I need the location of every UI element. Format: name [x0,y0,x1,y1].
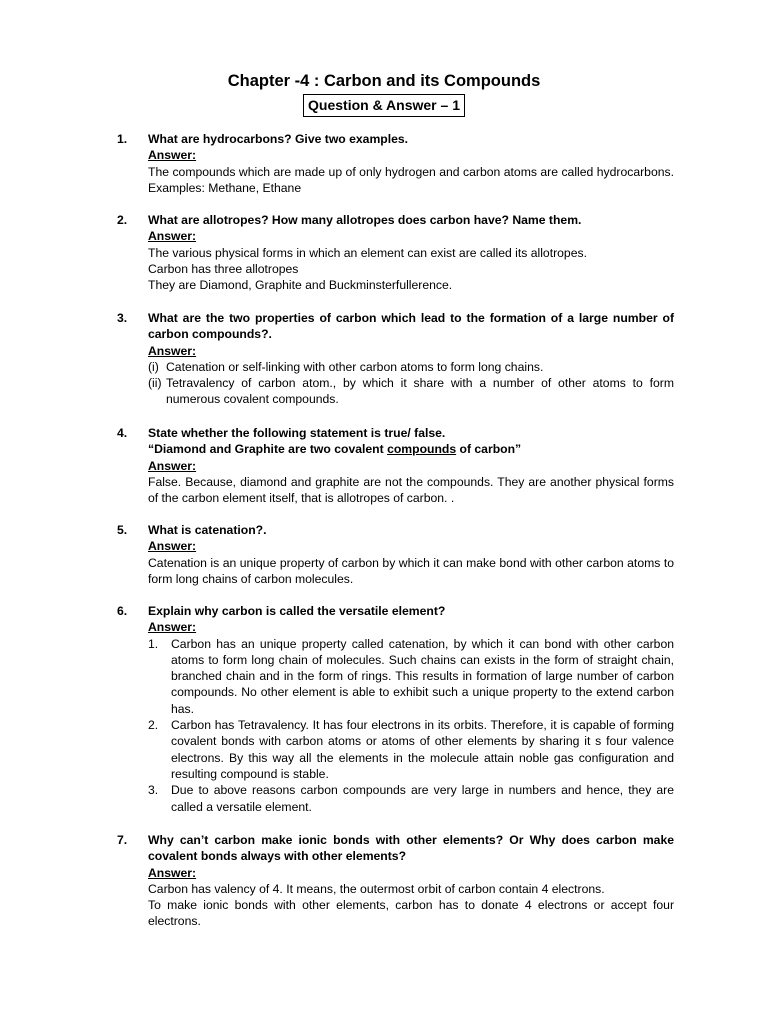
list-item-text: Tetravalency of carbon atom., by which it share with a number of other atoms to form numerous covalent compounds. [166,376,674,407]
list-item-label: 3. [148,783,159,798]
question-number: 6. [117,604,128,618]
list-item-label: 2. [148,718,159,733]
answer-text: The compounds which are made up of only hydrogen and carbon atoms are called hydrocarbons. Examples: Methane, Ethane [148,164,674,195]
question-quote [148,441,674,457]
question-text: Why can’t carbon make ionic bonds with other elements? Or Why does carbon make covalent bonds always with other elements? [148,833,674,864]
question-2 [117,212,674,293]
question-5 [117,522,674,587]
answer-label: Answer: [148,539,197,554]
page-title: Chapter -4 : Carbon and its Compounds [227,72,541,90]
question-7 [117,832,674,930]
answer-label: Answer: [148,458,197,473]
list-item-label: 1. [148,636,159,651]
list-item [148,782,674,815]
answer-text: Catenation is an unique property of carbon by which it can make bond with other carbon atoms to form long chains of carbon molecules. [148,555,674,586]
list-item-label: (ii) [148,376,162,391]
page-subtitle-box: Question & Answer – 1 [303,94,465,117]
question-text: Explain why carbon is called the versatile element? [148,604,446,618]
question-number: 2. [117,213,128,227]
quote-part: “Diamond and Graphite are two covalent [148,442,388,457]
question-number: 1. [117,132,128,146]
list-item [148,717,674,782]
quote-part: of carbon” [456,442,522,457]
question-4 [117,425,674,506]
question-number: 5. [117,523,128,537]
question-number: 7. [117,833,128,847]
answer-label: Answer: [148,343,197,358]
list-item-text: Carbon has an unique property called catenation, by which it can bond with other carbon atoms to form long chain of molecules. Such chains can exists in the form of straight chain, branched chain and in the form of rings. This results in formation of large number of carbon compounds. No other element is able to exhibit such a unique property to the extend carbon has. [171,636,674,716]
answer-text: False. Because, diamond and graphite are not the compounds. They are another physical forms of the carbon element itself, that is allotropes of carbon. . [148,474,674,506]
answer-text: They are Diamond, Graphite and Buckminsterfullerence. [148,278,453,293]
question-text: What are allotropes? How many allotropes does carbon have? Name them. [148,213,582,227]
answer-text: Carbon has valency of 4. It means, the outermost orbit of carbon contain 4 electrons. [148,881,605,896]
list-item-text: Catenation or self-linking with other carbon atoms to form long chains. [166,359,544,374]
answer-text: Carbon has three allotropes [148,261,299,276]
question-text: What are the two properties of carbon which lead to the formation of a large number of carbon compounds?. [148,311,674,342]
list-item [148,359,674,375]
quote-underlined-word: compounds [387,442,457,457]
list-item-text: Carbon has Tetravalency. It has four electrons in its orbits. Therefore, it is capable of forming covalent bonds with carbon atoms or atoms of other elements by sharing it s four valence electrons. By this way all the elements in the molecule attain noble gas configuration and resulting compound is stable. [171,718,674,781]
question-3 [117,310,674,408]
question-text: State whether the following statement is true/ false. [148,426,446,440]
question-text: What are hydrocarbons? Give two examples. [148,132,409,146]
question-1 [117,131,674,196]
list-item [148,636,674,717]
question-6 [117,603,674,815]
answer-label: Answer: [148,148,197,163]
list-item [148,375,674,408]
question-number: 4. [117,426,128,440]
list-item-text: Due to above reasons carbon compounds are very large in numbers and hence, they are called a versatile element. [171,783,674,814]
answer-text: The various physical forms in which an element can exist are called its allotropes. [148,245,587,260]
answer-text: To make ionic bonds with other elements, carbon has to donate 4 electrons or accept four electrons. [148,898,674,929]
answer-label: Answer: [148,865,197,880]
answer-label: Answer: [148,229,197,244]
list-item-label: (i) [148,359,159,374]
question-number: 3. [117,311,128,325]
question-text: What is catenation?. [148,523,267,537]
answer-label: Answer: [148,620,197,635]
subtitle-wrapper [0,94,768,117]
